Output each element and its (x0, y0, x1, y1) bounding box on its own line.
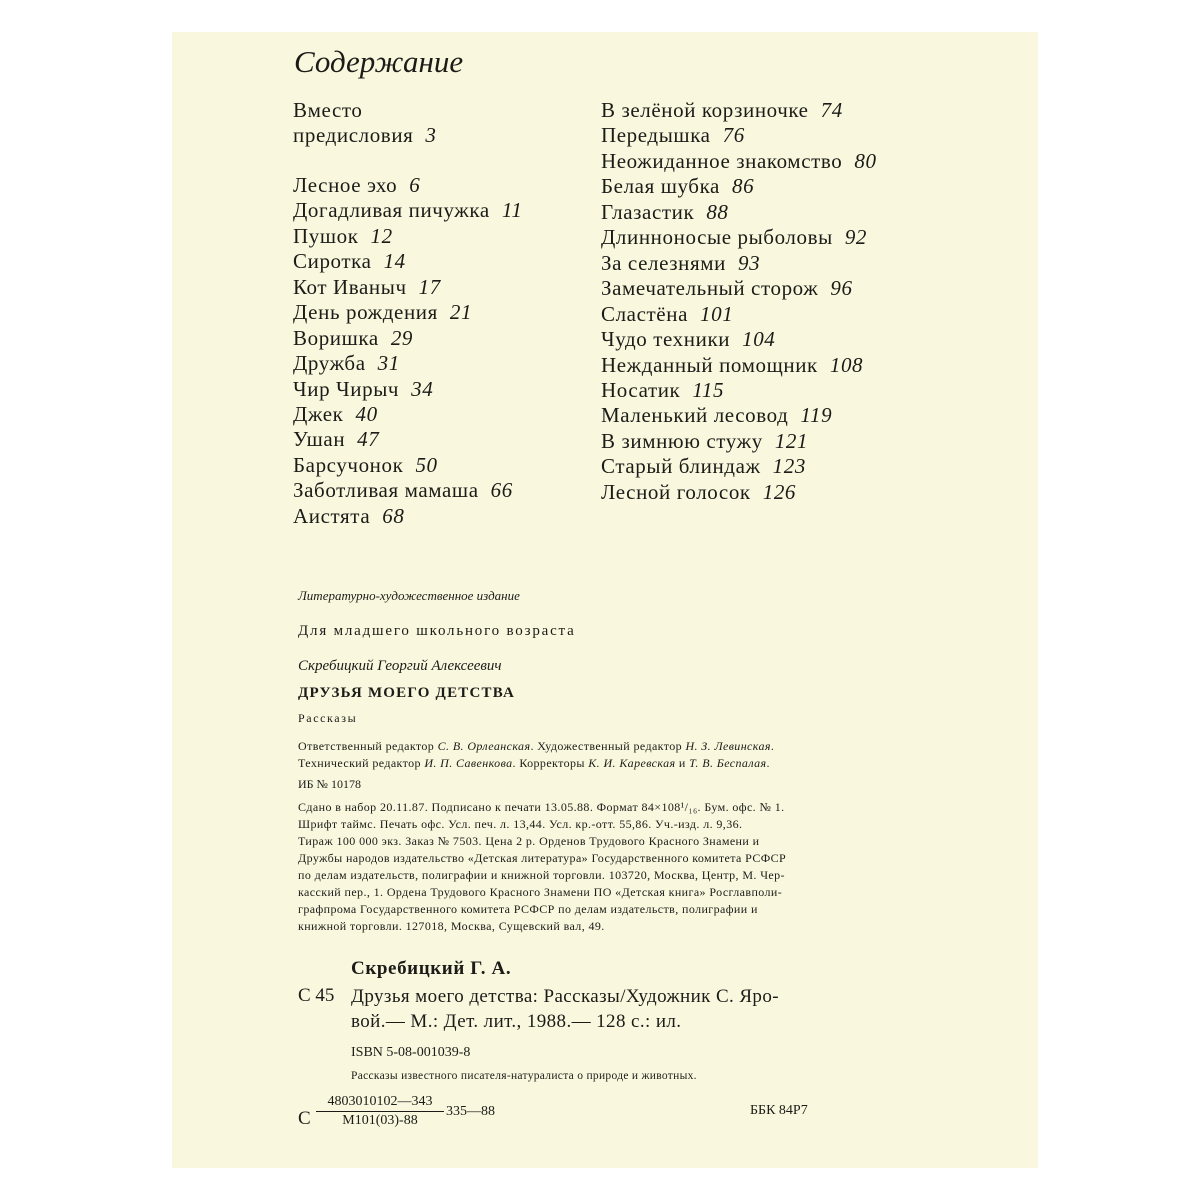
toc-entry-page: 86 (731, 174, 755, 199)
toc-entry (293, 427, 522, 452)
toc-entry (293, 504, 522, 529)
toc-entry-page: 88 (706, 199, 729, 224)
classification-fraction (316, 1094, 444, 1129)
isbn: ISBN 5-08-001039-8 (351, 1045, 471, 1060)
toc-entry-title: Неожиданное знакомство (601, 148, 843, 173)
toc-entry (293, 402, 522, 427)
catalog-description (351, 984, 861, 1034)
publication-line: книжной торговли. 127018, Москва, Сущевский вал, 49. (298, 919, 605, 933)
toc-entry-page: 96 (830, 276, 853, 301)
toc-entry (293, 173, 522, 198)
toc-entry (601, 251, 877, 276)
toc-entry-page: 17 (418, 274, 441, 299)
book-subtitle: Рассказы (298, 711, 358, 725)
classification-suffix: 335—88 (446, 1104, 495, 1119)
annotation: Рассказы известного писателя-натуралиста о природе и животных. (351, 1070, 697, 1082)
toc-entry-title: Аистята (293, 503, 371, 528)
toc-entry (293, 453, 522, 478)
toc-entry-title: Носатик (601, 377, 681, 402)
toc-entry-page: 74 (820, 98, 843, 122)
toc-entry-title: Сластёна (601, 301, 688, 326)
publication-line: касский пер., 1. Ордена Трудового Красного Знамени ПО «Детская книга» Росглавполи- (298, 885, 783, 899)
toc-entry-page: 93 (737, 250, 761, 275)
toc-entry-page: 31 (377, 351, 400, 376)
publication-line: Тираж 100 000 экз. Заказ № 7503. Цена 2 р. Орденов Трудового Красного Знамени и (298, 834, 760, 848)
toc-entry-title: Вместо (293, 98, 363, 122)
toc-entry-page: 12 (370, 223, 393, 248)
toc-entry-title: Маленький лесовод (601, 403, 789, 428)
publication-line: по делам издательств, полиграфии и книжной торговли. 103720, Москва, Центр, М. Чер- (298, 868, 785, 882)
editors-credits (298, 738, 868, 772)
toc-entry-title: Белая шубка (601, 174, 720, 199)
fraction-numerator: 4803010102—343 (316, 1094, 444, 1112)
toc-entry-page: 104 (742, 327, 776, 352)
toc-entry (601, 225, 877, 250)
publication-line: Сдано в набор 20.11.87. Подписано к печати 13.05.88. Формат 84×108¹/₁₆. Бум. офс. № 1. (298, 800, 785, 814)
credit-label: и (675, 756, 690, 770)
author-full-name: Скребицкий Георгий Алексеевич (298, 658, 502, 674)
toc-entry-title: Ушан (293, 427, 346, 452)
credit-name: Т. В. Беспалая (689, 756, 767, 770)
toc-entry (601, 480, 877, 505)
contents-heading: Содержание (294, 44, 464, 79)
toc-left-column (293, 98, 522, 529)
credit-name: С. В. Орлеанская (437, 739, 531, 753)
toc-entry-title: Лесное эхо (293, 172, 398, 197)
toc-entry (601, 98, 877, 123)
toc-entry-page: 76 (722, 123, 745, 148)
toc-entry-page: 108 (829, 352, 864, 377)
toc-entry-title-line2: предисловия (293, 123, 414, 148)
toc-entry-title: Нежданный помощник (601, 352, 818, 377)
toc-entry-title: За селезнями (601, 250, 726, 275)
credit-name: Н. З. Левинская (685, 739, 771, 753)
credit-name: К. И. Каревская (588, 756, 676, 770)
catalog-code: С 45 (298, 985, 335, 1006)
toc-entry-title: Старый блиндаж (601, 454, 761, 479)
toc-entry-page: 92 (844, 225, 868, 250)
toc-entry (293, 377, 522, 402)
publication-details (298, 799, 868, 935)
credit-punct: . (770, 739, 775, 753)
toc-entry-page: 50 (415, 452, 438, 477)
toc-entry (601, 378, 877, 403)
toc-entry-title: Передышка (601, 123, 711, 148)
toc-entry-title: Лесной голосок (601, 479, 751, 504)
toc-entry-title: Чир Чирыч (293, 376, 400, 401)
toc-entry (601, 327, 877, 352)
toc-entry-page: 6 (409, 172, 421, 197)
book-title: ДРУЗЬЯ МОЕГО ДЕТСТВА (298, 685, 516, 701)
toc-entry-title: Чудо техники (601, 327, 731, 352)
toc-entry (601, 149, 877, 174)
toc-entry-page: 14 (383, 249, 406, 274)
toc-entry-title: Длинноносые рыболовы (601, 225, 833, 250)
toc-entry-title: Джек (293, 401, 344, 426)
credit-label: Ответственный редактор (298, 739, 438, 753)
toc-entry-title: Догадливая пичужка (293, 198, 490, 223)
toc-entry (601, 454, 877, 479)
toc-entry-page: 119 (800, 403, 833, 428)
toc-entry-title: Заботливая мамаша (293, 478, 479, 503)
edition-genre: Литературно-художественное издание (298, 588, 520, 603)
toc-entry-title: В зимнюю стужу (601, 428, 763, 453)
catalog-author: Скребицкий Г. А. (351, 958, 512, 979)
credit-name: И. П. Савенкова (424, 756, 513, 770)
toc-entry-page: 121 (774, 428, 809, 453)
toc-entry-title: Воришка (293, 325, 379, 350)
toc-entry (601, 429, 877, 454)
toc-entry-page: 126 (762, 479, 797, 504)
toc-entry-title: Сиротка (293, 249, 372, 274)
age-group: Для младшего школьного возраста (298, 623, 576, 639)
toc-entry-title: Пушок (293, 223, 359, 248)
toc-spacer (293, 149, 522, 173)
toc-entry (293, 351, 522, 376)
toc-entry (293, 275, 522, 300)
fraction-denominator: М101(03)-88 (342, 1113, 418, 1128)
toc-entry-page: 115 (692, 377, 725, 402)
toc-entry (293, 249, 522, 274)
toc-entry (601, 123, 877, 148)
toc-entry (601, 276, 877, 301)
toc-entry-page: 68 (382, 503, 405, 528)
toc-entry-title: Глазастик (601, 199, 695, 224)
toc-entry (601, 403, 877, 428)
credit-label: . Художественный редактор (530, 739, 686, 753)
toc-entry-page: 29 (390, 325, 414, 350)
toc-right-column (601, 98, 877, 505)
toc-entry-page: 47 (357, 427, 380, 452)
toc-entry-page: 80 (854, 148, 877, 173)
ib-number: ИБ № 10178 (298, 777, 362, 791)
classification-letter: С (298, 1108, 311, 1129)
toc-entry-title: Кот Иваныч (293, 274, 407, 299)
bbk-code: ББК 84Р7 (750, 1103, 808, 1118)
toc-entry-title: Замечательный сторож (601, 276, 819, 301)
publication-line: Шрифт таймс. Печать офс. Усл. печ. л. 13,44. Усл. кр.-отт. 55,86. Уч.-изд. л. 9,36. (298, 817, 743, 831)
toc-entry (293, 198, 522, 223)
toc-entry-title: День рождения (293, 300, 438, 325)
toc-entry-title: Дружба (293, 351, 366, 376)
credit-punct: . (766, 756, 770, 770)
toc-entry-page: 40 (355, 401, 378, 426)
toc-entry (601, 200, 877, 225)
toc-entry-title: Барсучонок (293, 452, 404, 477)
toc-entry-page: 34 (411, 376, 434, 401)
catalog-description-line: вой.— М.: Дет. лит., 1988.— 128 с.: ил. (351, 1011, 682, 1032)
toc-entry-page: 3 (425, 123, 437, 148)
catalog-description-line: Друзья моего детства: Рассказы/Художник С. Яро- (351, 986, 779, 1007)
credit-label: Технический редактор (298, 756, 425, 770)
publication-line: графпрома Государственного комитета РСФСР по делам издательств, полиграфии и (298, 902, 758, 916)
toc-entry (293, 98, 522, 149)
toc-entry (601, 174, 877, 199)
toc-entry (293, 224, 522, 249)
toc-entry-page: 66 (490, 478, 513, 503)
toc-entry (601, 353, 877, 378)
toc-entry-page: 21 (449, 300, 473, 325)
toc-entry-page: 101 (700, 301, 734, 326)
toc-entry (293, 326, 522, 351)
toc-entry (293, 300, 522, 325)
toc-entry (601, 302, 877, 327)
toc-entry-page: 123 (772, 454, 806, 479)
credit-label: . Корректоры (512, 756, 589, 770)
toc-entry-page: 11 (501, 198, 523, 223)
publication-line: Дружбы народов издательство «Детская литература» Государственного комитета РСФСР (298, 851, 787, 865)
toc-entry (293, 478, 522, 503)
toc-entry-title: В зелёной корзиночке (601, 98, 809, 122)
